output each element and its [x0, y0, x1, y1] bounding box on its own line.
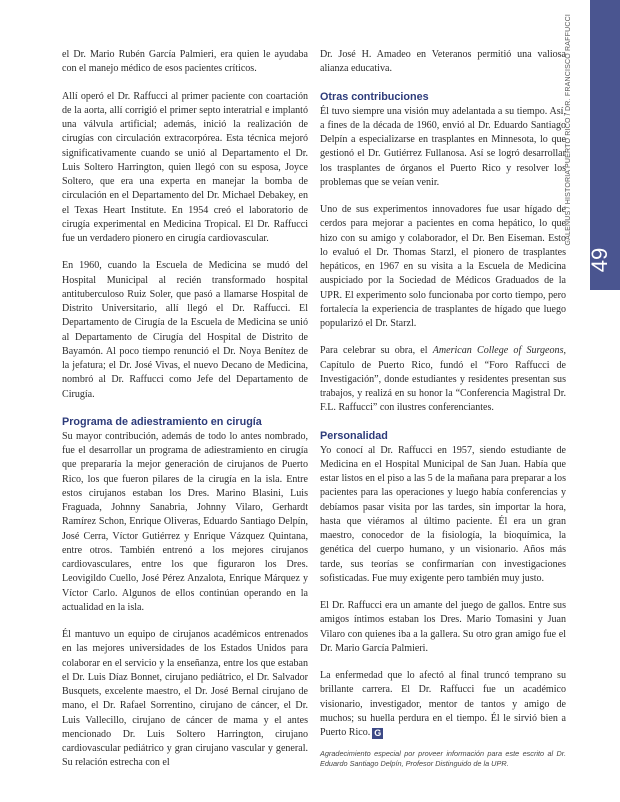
paragraph	[320, 669, 566, 740]
paragraph	[320, 344, 566, 415]
paragraph: Él mantuvo un equipo de cirujanos académicos entrenados en las mejores universidades de los Estados Unidos para colaborar en el servicio y la enseñanza, entre los que estaban el Dr. Luis Díaz Bonnet, cirujano pediátrico, el Dr. Salvador Busquets, excelente maestro, el Dr. José Bernal cirujano de mano, el Dr. Rafael Sorrentino, cirujano de cáncer, el Dr. Luis Vallecillo, cirujano de cáncer de mama y el antes mencionado Dr. Luis Soltero Harrington, cirujano cardiovascular pediátrico y gran cirujano vascular y general. Su relación estrecha con el	[62, 629, 308, 769]
paragraph: Uno de sus experimentos innovadores fue usar hígado de cerdos para mejorar a pacientes en coma hepático, lo que hizo con su amigo y colaborador, el Dr. Ben Eiseman. Esto lo evaluó el Dr. Thomas Starzl, el pionero de trasplantes hepáticos, en 1967 en su visita a la Escuela de Medicina auspiciado por la Sociedad de Médicos Graduados de la UPR. El experimento solo funcionaba por corto tiempo, pero fortalecía la experiencia de trasplantes de hígado que luego popularizó el Dr. Starzl.	[320, 204, 566, 329]
running-head: GALENUS / HISTORIA PUERTO RICO / DR. FRANCISCO RAFFUCCI	[565, 14, 572, 246]
text-run: La enfermedad que lo afectó al final truncó temprano su brillante carrera. El Dr. Raffucci fue un académico visionario, investigador, mentor de tantos y amigo de muchos; su huella perdura en el tiempo. Él le sirvió bien a Puerto Rico.	[320, 670, 566, 738]
page-number: 49	[587, 247, 612, 273]
section-heading-personality: Personalidad	[320, 429, 388, 442]
end-of-article-icon: G	[374, 728, 382, 738]
paragraph: Dr. José H. Amadeo en Veteranos permitió una valiosa alianza educativa.	[320, 49, 566, 75]
paragraph: En 1960, cuando la Escuela de Medicina se mudó del Hospital Municipal al recién transformado hospital antituberculoso Ruiz Soler, que pasó a llamarse Hospital de Distrito Universitario, allí llegó el Dr. Raffucci. El Departamento de Cirugía de la Escuela de Medicina se unió al Departamento de Cirugía del Hospital de Distrito de Bayamón. Al poco tiempo renunció el Dr. Noya Benítez de la jefatura; el Dr. José Vivas, el nuevo Decano de Medicina, nombró al Dr. Raffucci como Jefe del Departamento de Cirugía.	[62, 260, 308, 400]
paragraph: El Dr. Raffucci era un amante del juego de gallos. Entre sus amigos íntimos estaban los Dres. Mario Tomasini y Juan Vilaro con quienes iba a la gallera. Su otro gran amigo fue el Dr. Mario García Palmieri.	[320, 600, 566, 654]
text-run: Para celebrar su obra, el	[320, 345, 433, 357]
paragraph: Allí operó el Dr. Raffucci al primer paciente con coartación de la aorta, allí corrigió el primer septo interatrial e implantó una válvula artificial; además, inició la realización de cirugías con circulación extracorpórea. Esta técnica mejoró significativamente cuando se unió al Departamento el Dr. Luis Soltero Harrington, quien llegó con su esposa, Joyce Soltero, que era una experta en manejar la bomba de circulación en el Departamento del Dr. Michael Debakey, en el Texas Heart Institute. En 1954 creó el laboratorio de cirugía experimental en Medicina Tropical. El Dr. Raffucci fue un verdadero pionero en cirugía cardiovascular.	[62, 90, 308, 244]
paragraph: Yo conocí al Dr. Raffucci en 1957, siendo estudiante de Medicina en el Hospital Municipal de San Juan. Había que estar listos en el piso a las 5 de la mañana para preparar a los pacientes para las operaciones y luego había conferencias y debíamos pasar visita por las tardes, sin importar la hora, hasta que viéramos al último paciente. Él era un gran maestro, conocedor de la fisiología, la bioquímica, la genética del cuerpo humano, y un visionario. Años más tarde, sus teorías se confirmarían con investigaciones sofisticadas. Fue muy exigente pero también muy justo.	[320, 444, 566, 584]
paragraph: el Dr. Mario Rubén García Palmieri, era quien le ayudaba con el manejo médico de esos pacientes críticos.	[62, 49, 308, 75]
right-column	[320, 48, 566, 769]
italic-org-name: American College of Surgeons	[432, 345, 564, 357]
paragraph: Su mayor contribución, además de todo lo antes nombrado, fue el desarrollar un programa de adiestramiento en cirugía que prepararía la mejor generación de cirujanos de Puerto Rico, los que fueron pilares de la cirugía en la isla. Entre estos cirujanos estaban los Dres. Marino Blasini, Luis Fraguada, Johnny Sanabria, Johnny Vilaro, Gerhardt Ramírez Schon, Enrique Oliveras, Eduardo Santiago Delpín, José Cerra, Víctor Gutiérrez y Enrique Vázquez Quintana, entre otros. También entrenó a los mejores cirujanos cardiovasculares, entre los que figuraron los Dres. Leovigildo Cuello, José Pérez Anzalota, Enrique Márquez y Víctor Carlo. Algunos de ellos continúan operando en la actualidad en la isla.	[62, 430, 308, 613]
left-column	[62, 48, 308, 784]
text-run: , Capítulo de Puerto Rico, fundó el “Foro Raffucci de Investigación”, donde estudiantes y residentes presentan sus trabajos, y realizá en su honor la “Conferencia Magistral Dr. F.L. Raffucci” con ilustres conferenciantes.	[320, 345, 566, 414]
section-heading-training: Programa de adiestramiento en cirugía	[62, 415, 262, 428]
acknowledgement: Agradecimiento especial por proveer información para este escrito al Dr. Eduardo Santiago Delpín, Profesor Distinguido de la UPR.	[320, 749, 566, 769]
paragraph: Él tuvo siempre una visión muy adelantada a su tiempo. Así, a fines de la década de 1960, envió al Dr. Eduardo Santiago Delpín a especializarse en trasplantes en Minnesota, lo que gestionó el Dr. Gutiérrez Fullanosa. Así se logró desarrollar los trasplantes de órganos el Puerto Rico y resolver los problemas que se veían venir.	[320, 105, 566, 188]
section-heading-contributions: Otras contribuciones	[320, 90, 429, 103]
